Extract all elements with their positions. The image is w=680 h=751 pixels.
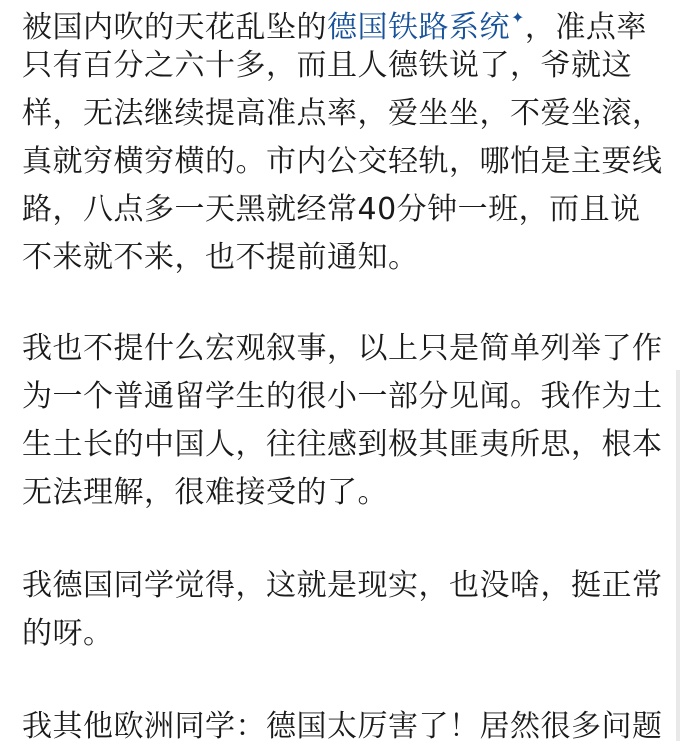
- paragraph-2: [22, 325, 663, 517]
- text-line: 我也不提什么宏观叙事，以上只是简单列举了作: [22, 331, 663, 366]
- text-line: 我其他欧洲同学：德国太厉害了！居然很多问题: [22, 709, 663, 744]
- text-line: 被国内吹的天花乱坠的德国铁路系统✦，准点率: [22, 8, 647, 45]
- text-line: 为一个普通留学生的很小一部分见闻。我作为土: [22, 379, 663, 414]
- scrollbar-track[interactable]: [676, 370, 680, 741]
- sparkle-icon: ✦: [511, 8, 525, 27]
- paragraph-4: [22, 703, 663, 751]
- text-line: 样，无法继续提高准点率，爱坐坐，不爱坐滚，: [22, 96, 663, 131]
- text-line: 的呀。: [22, 616, 114, 651]
- text-line: 我德国同学觉得，这就是现实，也没啥，挺正常: [22, 568, 663, 603]
- text-line: 只有百分之六十多，而且人德铁说了，爷就这: [22, 48, 632, 83]
- text-line: 不来就不来，也不提前通知。: [22, 240, 419, 275]
- text-line: 路，八点多一天黑就经常40分钟一班，而且说: [22, 192, 641, 227]
- paragraph-1: [22, 0, 663, 282]
- text-line: 生土长的中国人，往往感到极其匪夷所思，根本: [22, 427, 663, 462]
- paragraph-3: [22, 562, 663, 658]
- text-line: 无法理解，很难接受的了。: [22, 475, 388, 510]
- text-line: 真就穷横穷横的。市内公交轻轨，哪怕是主要线: [22, 144, 663, 179]
- keyword-link-german-railway[interactable]: 德国铁路系统✦: [327, 8, 525, 45]
